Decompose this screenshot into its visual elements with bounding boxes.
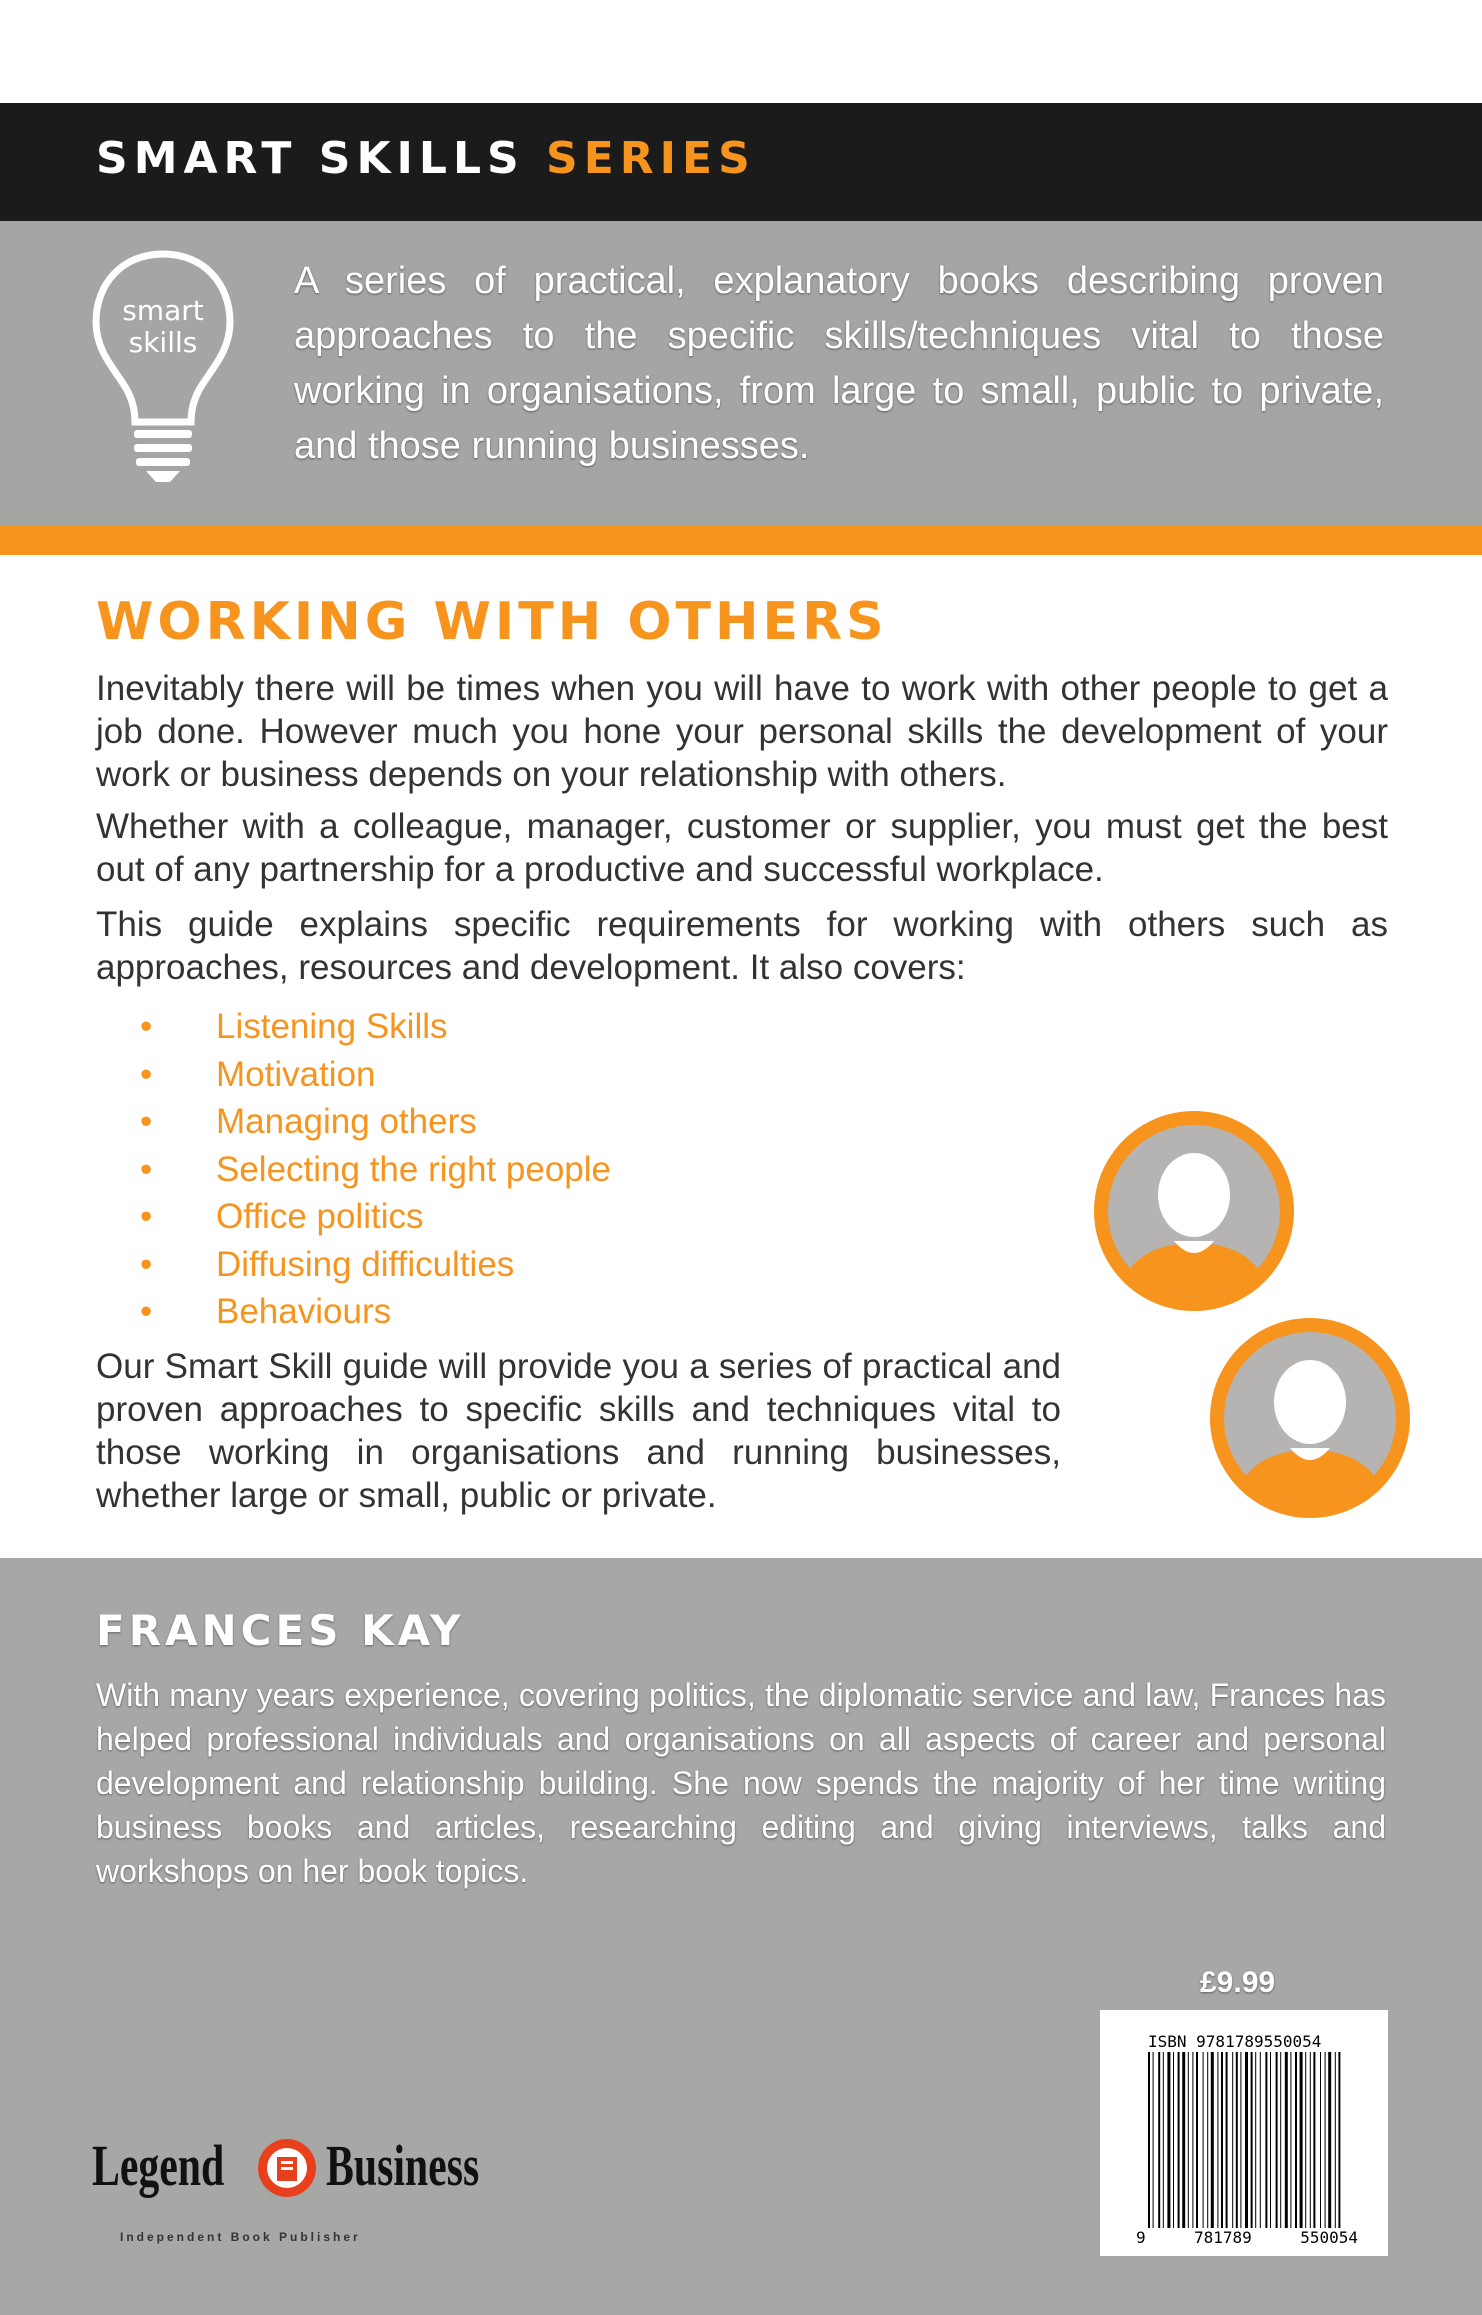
list-item: • Listening Skills: [140, 1007, 448, 1046]
person-icon: [1204, 1312, 1416, 1524]
publisher-tagline: Independent Book Publisher: [120, 2230, 361, 2244]
series-title-accent: SERIES: [546, 133, 756, 184]
publisher-logo-right: Business: [326, 2133, 480, 2198]
author-name: FRANCES KAY: [96, 1606, 465, 1655]
publisher-emblem-icon: [256, 2137, 318, 2199]
barcode-digit-group2: 550054: [1300, 2228, 1358, 2247]
list-item: • Managing others: [140, 1102, 477, 1141]
barcode-digit-lead: 9: [1136, 2228, 1146, 2247]
list-item: • Selecting the right people: [140, 1149, 611, 1189]
paragraph-1: Inevitably there will be times when you will have to work with other people to get a job done. However much you hone your personal skills the development of your work or business depends on your relationship with others.: [96, 669, 1388, 794]
list-item: • Behaviours: [140, 1292, 392, 1331]
publisher-logo-left: Legend: [92, 2133, 225, 2198]
list-item: • Diffusing difficulties: [140, 1244, 515, 1284]
price: £9.99: [1200, 1966, 1276, 1999]
accent-stripe: [0, 525, 1482, 555]
barcode-digits: [1136, 2228, 1358, 2247]
bulb-text-line2: skills: [128, 326, 198, 359]
barcode-digit-group1: 781789: [1194, 2228, 1252, 2247]
topics-list: [140, 1003, 611, 1336]
closing-paragraph: Our Smart Skill guide will provide you a series of practical and proven approaches to specific skills and techniques vital to those working in organisations and running businesses, whether large or small, public or private.: [96, 1347, 1061, 1515]
series-description: A series of practical, explanatory books describing proven approaches to the specific skills/techniques vital to those working in organisations, from large to small, public to private, and those running businesses.: [294, 260, 1384, 467]
bulb-text-line1: smart: [122, 294, 204, 327]
paragraph-3: This guide explains specific requirements for working with others such as approaches, resources and development. It also covers:: [96, 905, 1388, 987]
list-item: • Motivation: [140, 1054, 376, 1094]
author-bio: With many years experience, covering politics, the diplomatic service and law, Frances has helped professional individuals and organisations on all aspects of career and personal development and relationship building. She now spends the majority of her time writing business books and articles, researching editing and giving interviews, talks and workshops on her book topics.: [96, 1677, 1386, 1889]
barcode-icon: [1148, 2052, 1343, 2228]
isbn-label: ISBN 9781789550054: [1148, 2032, 1322, 2051]
smart-skills-bulb-logo: [88, 246, 238, 486]
book-title: WORKING WITH OTHERS: [96, 592, 888, 652]
person-icon: [1088, 1105, 1300, 1317]
paragraph-2: Whether with a colleague, manager, customer or supplier, you must get the best out of any partnership for a productive and successful workplace.: [96, 807, 1388, 889]
series-title-main: SMART SKILLS: [96, 133, 525, 184]
list-item: • Office politics: [140, 1197, 424, 1236]
series-title: [96, 133, 756, 184]
